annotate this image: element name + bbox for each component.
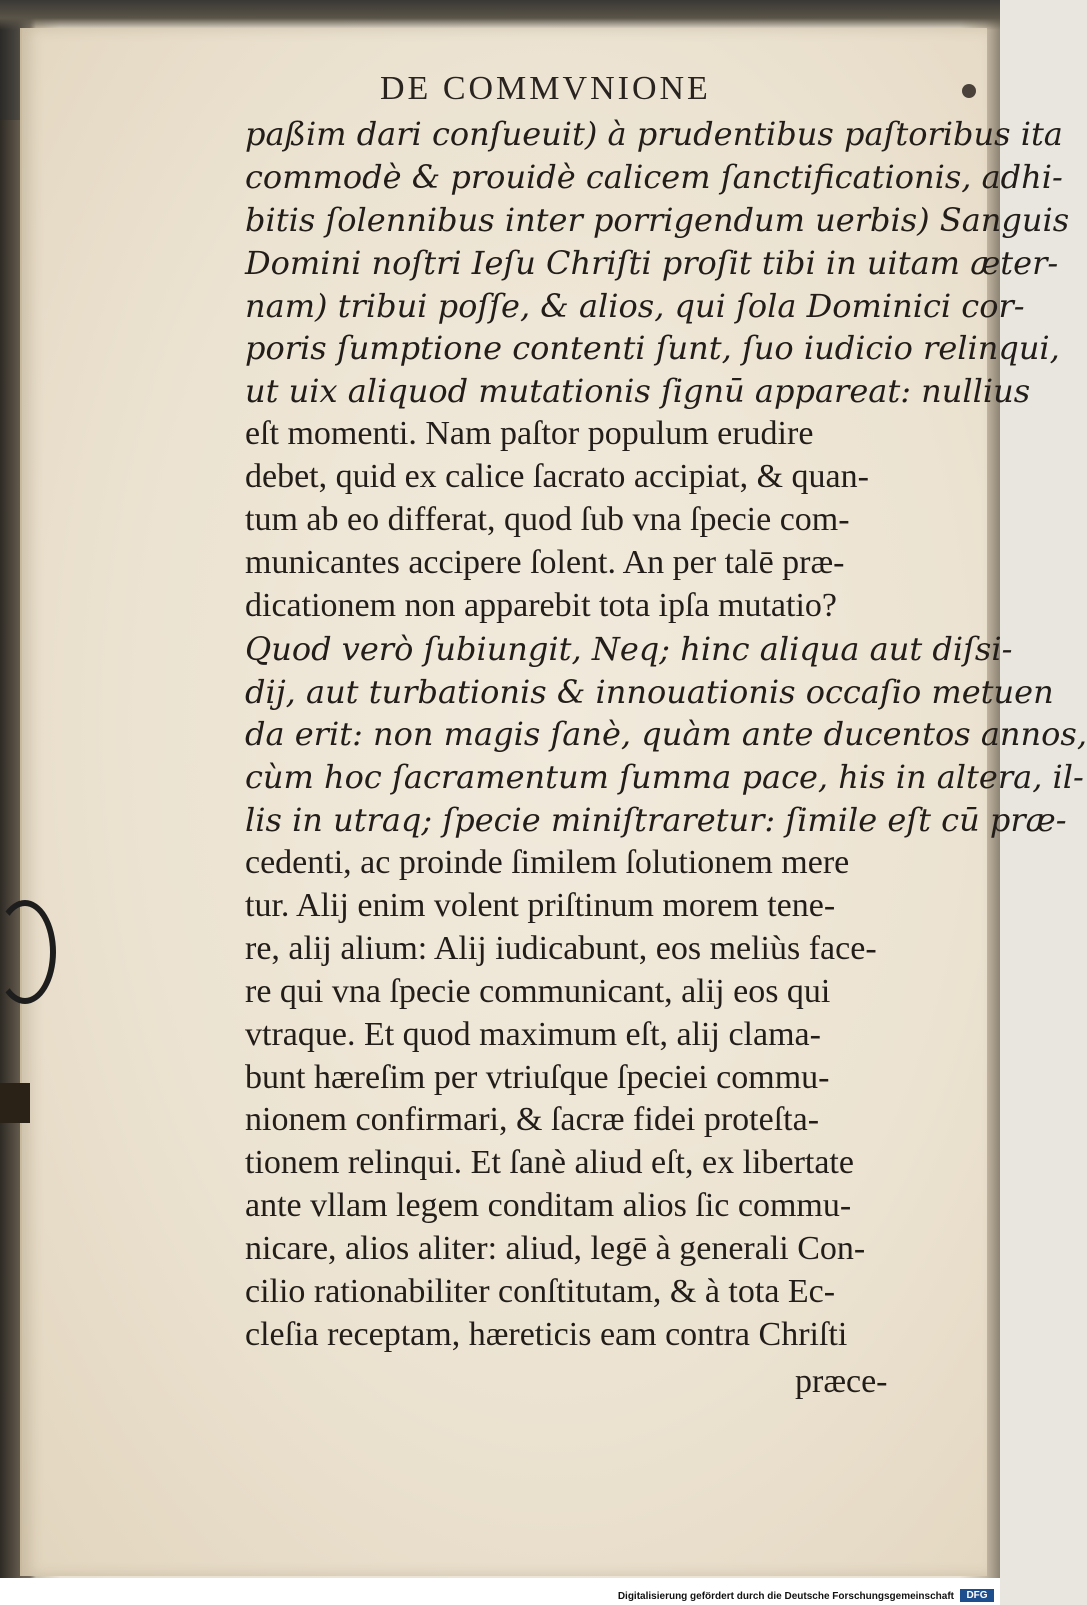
text-line: cùm hoc ſacramentum ſumma pace, his in altera, il- xyxy=(245,758,1084,797)
page-mark-dot xyxy=(962,84,976,98)
text-line: vtraque. Et quod maximum eſt, alij clama- xyxy=(245,1015,821,1053)
text-line: tum ab eo differat, quod ſub vna ſpecie com- xyxy=(245,501,850,539)
text-line: tur. Alij enim volent priſtinum morem tene- xyxy=(245,887,836,925)
text-line: cedenti, ac proinde ſimilem ſolutionem mere xyxy=(245,844,850,882)
dfg-logo: DFG xyxy=(960,1589,994,1602)
text-line: tionem relinqui. Et ſanè aliud eſt, ex libertate xyxy=(245,1144,854,1182)
text-line: eſt momenti. Nam paſtor populum erudire xyxy=(245,415,814,453)
text-line: commodè & prouidè calicem ſanctificationis, adhi- xyxy=(245,157,1063,196)
binding-tab xyxy=(0,1083,30,1123)
text-line: debet, quid ex calice ſacrato accipiat, & quan- xyxy=(245,458,869,496)
text-line: Domini noſtri Ieſu Chriſti proſit tibi in uitam æter- xyxy=(245,243,1059,282)
text-line: ut uix aliquod mutationis ſignū appareat: nullius xyxy=(245,372,1031,411)
text-line: cilio rationabiliter conſtitutam, & à tota Ec- xyxy=(245,1273,836,1311)
body-text xyxy=(245,113,1087,1357)
text-line: cleſia receptam, hæreticis eam contra Chriſti xyxy=(245,1315,848,1353)
text-line: poris ſumptione contenti ſunt, ſuo iudicio relinqui, xyxy=(245,329,1060,368)
text-line: nam) tribui poſſe, & alios, qui ſola Dominici cor- xyxy=(245,286,1025,325)
text-line: paßim dari conſueuit) à prudentibus paſtoribus ita xyxy=(245,115,1063,153)
running-title: DE COMMVNIONE xyxy=(380,70,711,107)
text-line: re qui vna ſpecie communicant, alij eos qui xyxy=(245,972,831,1010)
text-line: municantes accipere ſolent. An per talē præ- xyxy=(245,543,845,581)
text-line: nionem confirmari, & ſacræ fidei proteſta- xyxy=(245,1101,820,1139)
text-line: bunt hæreſim per vtriuſque ſpeciei commu- xyxy=(245,1058,830,1096)
text-line: bitis ſolennibus inter porrigendum uerbis) Sanguis xyxy=(245,200,1070,239)
digitization-credit: Digitalisierung gefördert durch die Deutsche Forschungsgemeinschaft xyxy=(617,1591,954,1602)
catchword: præce- xyxy=(795,1363,888,1400)
text-line: da erit: non magis ſanè, quàm ante ducentos annos, xyxy=(245,715,1087,754)
text-line: nicare, alios aliter: aliud, legē à generali Con- xyxy=(245,1230,866,1268)
text-line: ante vllam legem conditam alios ſic commu- xyxy=(245,1187,852,1225)
text-line: dicationem non apparebit tota ipſa mutatio? xyxy=(245,586,837,624)
text-line: Quod verò ſubiungit, Neq; hinc aliqua aut diſsi- xyxy=(245,629,1013,668)
text-line: lis in utraq; ſpecie miniſtraretur: ſimile eſt cū præ- xyxy=(245,801,1067,840)
text-line: re, alij alium: Alij iudicabunt, eos meliùs face- xyxy=(245,929,877,967)
scan-top-edge xyxy=(0,0,1000,30)
text-line: dij, aut turbationis & innouationis occaſio metuen xyxy=(245,672,1054,711)
